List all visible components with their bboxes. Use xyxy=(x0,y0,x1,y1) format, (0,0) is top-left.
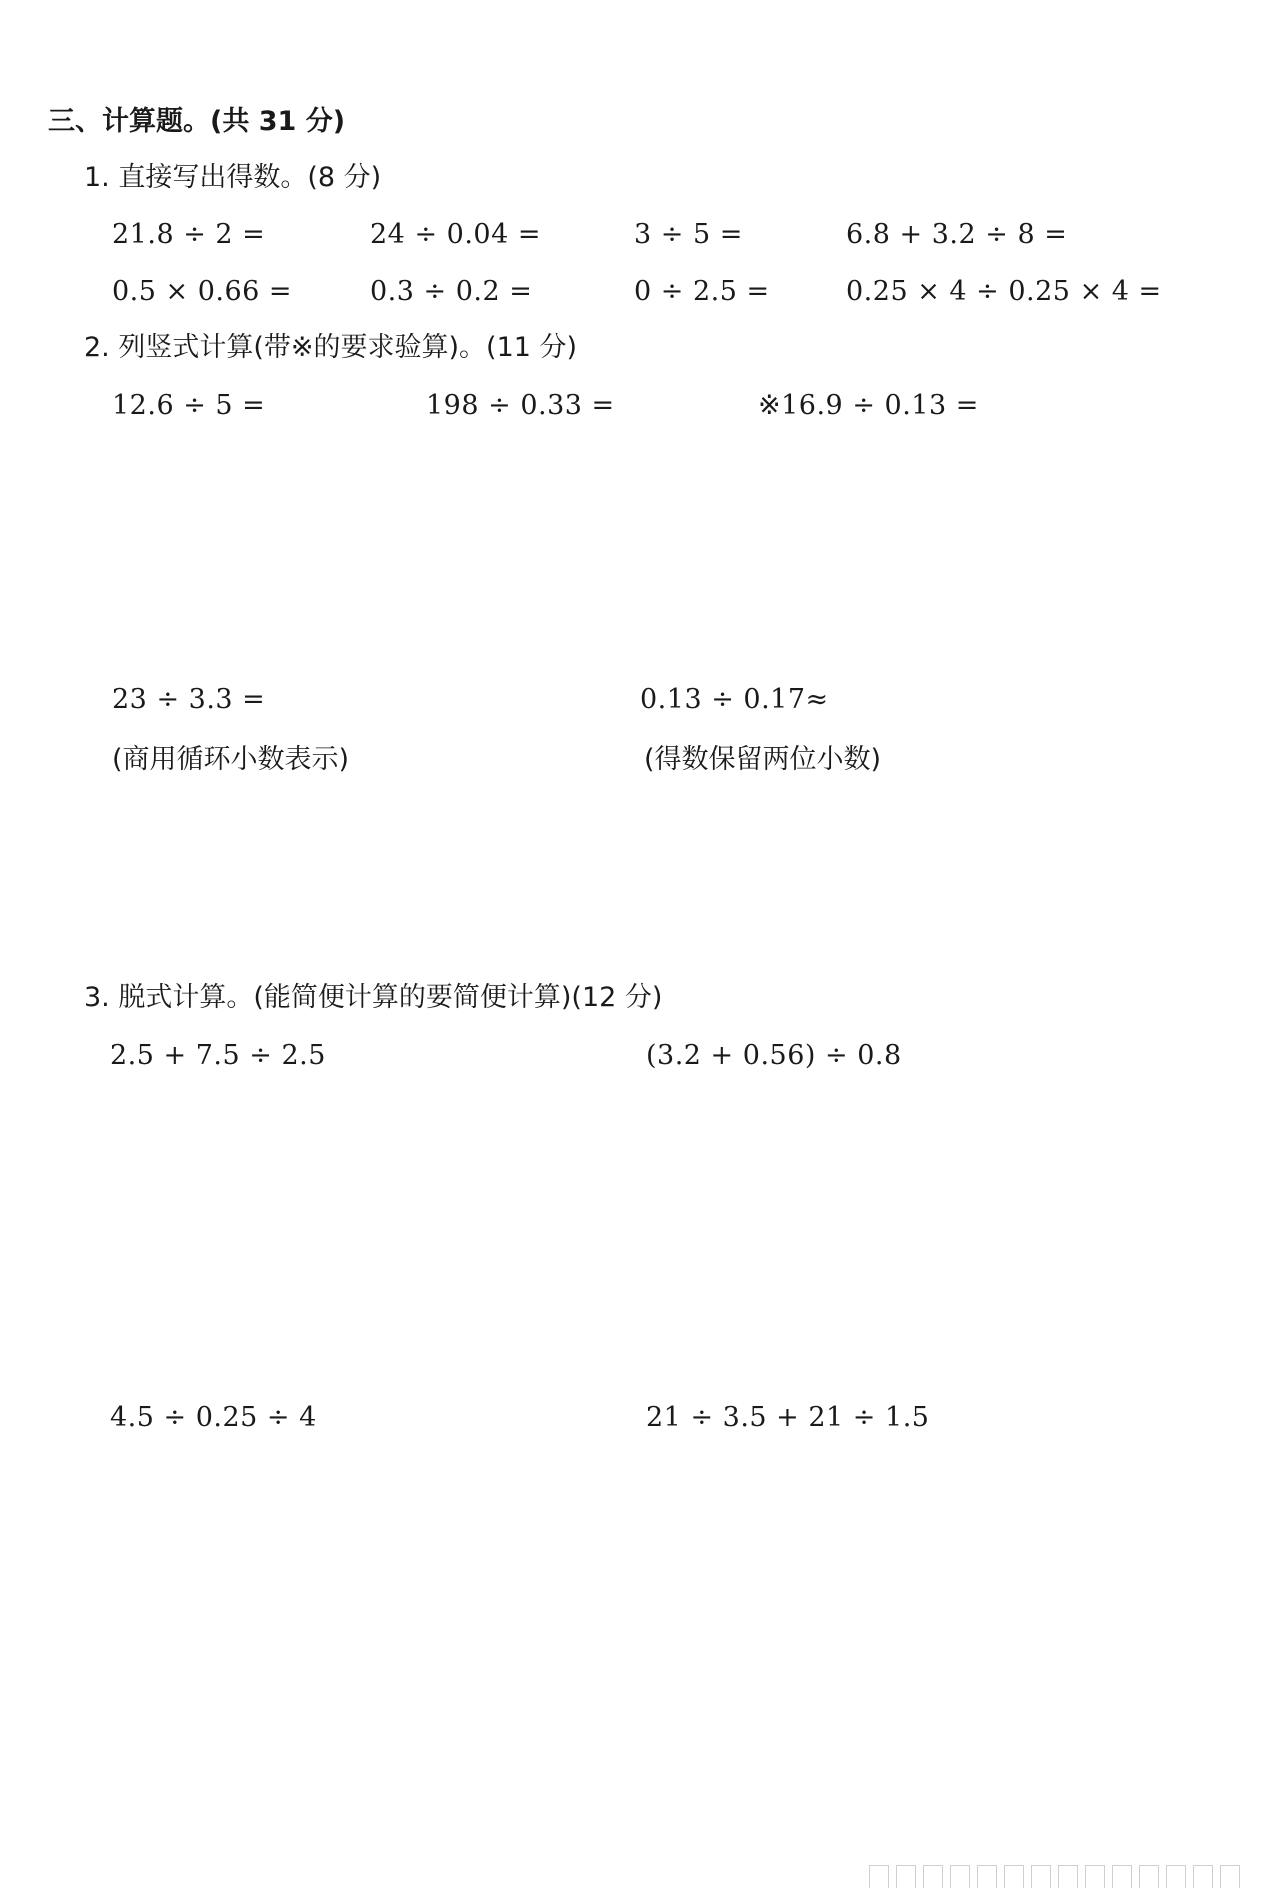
q2-expr: ※16.9 ÷ 0.13 = xyxy=(758,390,979,421)
q1-expr: 0.5 × 0.66 = xyxy=(112,276,293,307)
q1-expr: 6.8 + 3.2 ÷ 8 = xyxy=(846,219,1068,250)
q3-expr: (3.2 + 0.56) ÷ 0.8 xyxy=(646,1040,902,1071)
scan-edge-artifact xyxy=(869,1862,1240,1888)
q2-expr: 23 ÷ 3.3 = xyxy=(112,684,266,715)
q1-expr: 0.25 × 4 ÷ 0.25 × 4 = xyxy=(846,276,1162,307)
q3-title: 3. 脱式计算。(能简便计算的要简便计算)(12 分) xyxy=(84,982,663,1013)
q2-expr: 198 ÷ 0.33 = xyxy=(426,390,615,421)
q1-title: 1. 直接写出得数。(8 分) xyxy=(84,162,382,193)
q3-expr: 21 ÷ 3.5 + 21 ÷ 1.5 xyxy=(646,1402,930,1433)
q1-expr: 21.8 ÷ 2 = xyxy=(112,219,266,250)
q1-expr: 0.3 ÷ 0.2 = xyxy=(370,276,533,307)
q1-expr: 24 ÷ 0.04 = xyxy=(370,219,541,250)
q3-expr: 2.5 + 7.5 ÷ 2.5 xyxy=(110,1040,326,1071)
q2-expr: 12.6 ÷ 5 = xyxy=(112,390,266,421)
q2-expr: 0.13 ÷ 0.17≈ xyxy=(640,684,829,715)
q2-title: 2. 列竖式计算(带※的要求验算)。(11 分) xyxy=(84,332,578,363)
q2-note: (得数保留两位小数) xyxy=(644,744,882,775)
section-title: 三、计算题。(共 31 分) xyxy=(48,106,346,137)
q2-note: (商用循环小数表示) xyxy=(112,744,350,775)
q3-expr: 4.5 ÷ 0.25 ÷ 4 xyxy=(110,1402,317,1433)
q1-expr: 0 ÷ 2.5 = xyxy=(634,276,770,307)
q1-expr: 3 ÷ 5 = xyxy=(634,219,743,250)
